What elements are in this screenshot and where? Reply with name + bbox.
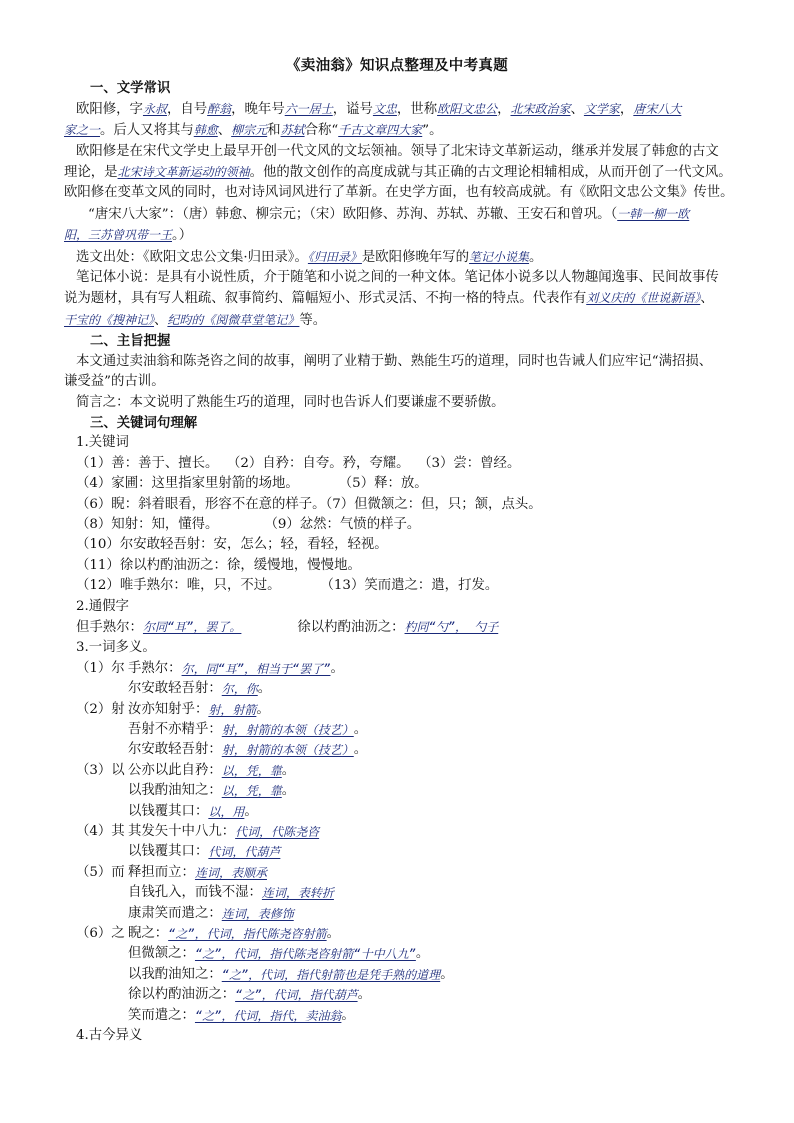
- keyword-line: （4）家圃：这里指家里射箭的场地。 （5）释：放。: [76, 476, 428, 492]
- polysemy-sentence: 徐以杓酌油沥之：: [128, 987, 236, 1003]
- polysemy-end-punct: 。: [257, 681, 272, 697]
- keyword-line: （6）睨：斜着眼看，形容不在意的样子。（7）但微颔之：但，只；颔，点头。: [76, 496, 542, 512]
- polysemy-answer: 以，凭，靠: [221, 784, 282, 799]
- paragraph-line: 欧阳修在变革文风的同时，也对诗风词风进行了革新。在史学方面，也有较高成就。有《欧阳文忠公文集》传世。: [64, 185, 734, 201]
- polysemy-sentence: 吾射不亦精乎：: [128, 722, 222, 737]
- polysemy-end-punct: 。: [353, 742, 368, 758]
- polysemy-end-punct: 。: [353, 722, 368, 737]
- polysemy-answer: 尔，你: [221, 682, 258, 697]
- polysemy-sentence: 但微颔之：: [128, 946, 195, 962]
- polysemy-row: [76, 924, 730, 944]
- polysemy-answer: “之”，代词，指代陈尧咨射箭“十中八九”: [194, 947, 416, 962]
- polysemy-word-label: （3）以: [76, 762, 125, 778]
- polysemy-row: [76, 985, 730, 1005]
- polysemy-word-label: [76, 904, 128, 924]
- polysemy-word-label: （4）其: [76, 824, 125, 840]
- polysemy-sentence: 尔安敢轻吾射：: [128, 681, 222, 697]
- polysemy-row: [76, 842, 730, 862]
- paragraph-line: 欧阳修是在宋代文学史上最早开创一代文风的文坛领袖。领导了北宋诗文革新运动，继承并发展了韩愈的古文: [76, 143, 719, 159]
- polysemy-sentence: 手熟尔：: [128, 660, 182, 676]
- keyword-line: （10）尔安敢轻吾射：安，怎么；轻，看轻，轻视。: [76, 537, 388, 553]
- document-body: [64, 78, 734, 1046]
- polysemy-sentence: 汝亦知射乎：: [128, 701, 209, 717]
- polysemy-end-punct: 。: [244, 803, 258, 819]
- polysemy-answer: 射，射箭的本领（技艺）: [221, 723, 354, 737]
- paragraph-line: 家之一。后人又将其与韩愈、柳宗元和苏轼合称“千古文章四大家”。: [64, 123, 443, 139]
- polysemy-word-label: [76, 944, 128, 964]
- polysemy-sentence: 释担而立：: [128, 864, 195, 880]
- polysemy-sentence: 睨之：: [128, 926, 169, 942]
- polysemy-answer: “之”，代词，指代，卖油翁: [194, 1008, 342, 1023]
- polysemy-answer: 代词，代陈尧咨: [235, 825, 320, 840]
- polysemy-word-label: （1）尔: [76, 660, 125, 676]
- polysemy-answer: 连词，表修饰: [221, 906, 294, 921]
- polysemy-row: [76, 802, 730, 822]
- polysemy-end-punct: 。: [281, 762, 296, 778]
- polysemy-answer: 以，用: [208, 804, 245, 819]
- polysemy-word-label: [76, 985, 128, 1005]
- subheading-polysemy: 3.一词多义。: [76, 640, 156, 656]
- polysemy-row: [76, 659, 730, 679]
- polysemy-end-punct: 。: [256, 701, 270, 717]
- polysemy-answer: “之”，代词，指代射箭也是凭手熟的道理: [221, 967, 441, 982]
- polysemy-end-punct: 。: [415, 946, 430, 962]
- polysemy-word-label: [76, 1006, 128, 1026]
- polysemy-sentence: 以我酌油知之：: [128, 783, 222, 799]
- polysemy-row: [76, 720, 730, 740]
- polysemy-end-punct: 。: [440, 966, 454, 982]
- polysemy-answer: 尔，同“耳”，相当于“罢了”: [181, 661, 331, 676]
- paragraph-line: 谦受益”的古训。: [64, 374, 165, 390]
- polysemy-answer: 射，射箭: [208, 702, 257, 717]
- polysemy-sentence: 以我酌油知之：: [128, 966, 222, 982]
- polysemy-end-punct: 。: [330, 660, 344, 676]
- polysemy-answer: “之”，代词，指代陈尧咨射箭: [168, 927, 327, 942]
- paragraph-line: 选文出处：《欧阳文忠公文集·归田录》。《归田录》是欧阳修晚年写的笔记小说集。: [76, 249, 543, 265]
- subheading-ancient-modern: 4.古今异义: [76, 1028, 143, 1044]
- polysemy-answer: 连词，表转折: [261, 886, 334, 901]
- polysemy-row: [76, 944, 730, 964]
- polysemy-answer: 射，射箭的本领（技艺）: [221, 743, 354, 758]
- polysemy-word-label: [76, 781, 128, 801]
- subheading-keywords: 1.关键词: [76, 435, 129, 451]
- polysemy-row: [76, 883, 730, 903]
- tongjiazi-line: 但手熟尔：尔同“耳”，罢了。 徐以杓酌油沥之：杓同“勺”， 勺子: [76, 619, 499, 635]
- section-heading-keywords: 三、关键词句理解: [90, 414, 198, 431]
- polysemy-end-punct: 。: [341, 1007, 355, 1023]
- keyword-line: （8）知射：知，懂得。 （9）忿然：气愤的样子。: [76, 516, 421, 532]
- paragraph-line: 本文通过卖油翁和陈尧咨之间的故事，阐明了业精于勤、熟能生巧的道理，同时也告诫人们应牢记“满招损、: [76, 353, 713, 369]
- polysemy-row: [76, 965, 730, 985]
- paragraph-line: 说为题材，具有写人粗疏、叙事简约、篇幅短小、形式灵活、不拘一格的特点。代表作有刘义庆的《世说新语》、: [64, 291, 714, 307]
- polysemy-word-label: （2）射: [76, 701, 125, 717]
- polysemy-word-label: （5）而: [76, 864, 125, 880]
- polysemy-sentence: 公亦以此自矜：: [128, 762, 222, 778]
- polysemy-row: [76, 700, 730, 720]
- polysemy-sentence: 自钱孔入，而钱不湿：: [128, 885, 262, 901]
- paragraph-line: 笔记体小说：是具有小说性质，介于随笔和小说之间的一种文体。笔记体小说多以人物趣闻逸事、民间故事传: [76, 270, 719, 286]
- polysemy-row: [76, 679, 730, 699]
- paragraph-line: 简言之：本文说明了熟能生巧的道理，同时也告诉人们要谦虚不要骄傲。: [76, 394, 505, 410]
- polysemy-word-label: [76, 720, 128, 740]
- subheading-tongjiazi: 2.通假字: [76, 598, 129, 614]
- paragraph-ouyangxiu-intro: 欧阳修，字永叔，自号醉翁，晚年号六一居士，谥号文忠，世称欧阳文忠公，北宋政治家、文学家，唐宋八大: [76, 101, 682, 117]
- section-heading-theme: 二、主旨把握: [90, 333, 171, 350]
- paragraph-line: 理论，是北宋诗文革新运动的领袖。他的散文创作的高度成就与其正确的古文理论相辅相成，从而开创了一代文风。: [64, 165, 732, 181]
- paragraph-line: 干宝的《搜神记》、纪昀的《阅微草堂笔记》等。: [64, 312, 327, 328]
- polysemy-word-label: [76, 842, 128, 862]
- section-heading-literature: 一、文学常识: [90, 80, 171, 97]
- polysemy-end-punct: 。: [281, 783, 296, 799]
- polysemy-sentence: 其发矢十中八九：: [128, 824, 236, 840]
- polysemy-row: [76, 781, 730, 801]
- polysemy-end-punct: 。: [357, 987, 371, 1003]
- polysemy-row: [76, 740, 730, 760]
- polysemy-row: [76, 1006, 730, 1026]
- polysemy-word-label: [76, 679, 128, 699]
- polysemy-sentence: 笑而遣之：: [128, 1007, 195, 1023]
- polysemy-word-label: （6）之: [76, 926, 125, 942]
- paragraph-line: “唐宋八大家”：（唐）韩愈、柳宗元；（宋）欧阳修、苏洵、苏轼、苏辙、王安石和曾巩。（一韩一柳一欧: [88, 206, 690, 222]
- polysemy-answer: 代词，代葫芦: [208, 845, 281, 860]
- polysemy-word-label: [76, 802, 128, 822]
- keyword-line: （11）徐以杓酌油沥之：徐，缓慢地，慢慢地。: [76, 557, 361, 573]
- polysemy-word-label: [76, 883, 128, 903]
- polysemy-answer: 连词，表顺承: [194, 865, 267, 880]
- polysemy-word-label: [76, 965, 128, 985]
- polysemy-list: [76, 659, 730, 1026]
- polysemy-row: [76, 761, 730, 781]
- polysemy-row: [76, 904, 730, 924]
- polysemy-sentence: 康肃笑而遣之：: [128, 905, 222, 921]
- page-title: 《卖油翁》知识点整理及中考真题: [286, 57, 508, 74]
- polysemy-row: [76, 822, 730, 842]
- polysemy-sentence: 尔安敢轻吾射：: [128, 742, 222, 758]
- polysemy-row: [76, 863, 730, 883]
- polysemy-answer: “之”，代词，指代葫芦: [235, 988, 358, 1003]
- keyword-line: （1）善：善于、擅长。 （2）自矜：自夸。矜，夸耀。 （3）尝：曾经。: [76, 455, 521, 471]
- paragraph-line: 阳，三苏曾巩带一王。）: [64, 228, 193, 244]
- polysemy-sentence: 以钱覆其口：: [128, 844, 209, 860]
- polysemy-answer: 以，凭，靠: [221, 763, 282, 778]
- polysemy-word-label: [76, 740, 128, 760]
- polysemy-sentence: 以钱覆其口：: [128, 803, 209, 819]
- polysemy-end-punct: 。: [326, 926, 341, 942]
- keyword-line: （12）唯手熟尔：唯，只，不过。 （13）笑而遣之：遣，打发。: [76, 578, 499, 594]
